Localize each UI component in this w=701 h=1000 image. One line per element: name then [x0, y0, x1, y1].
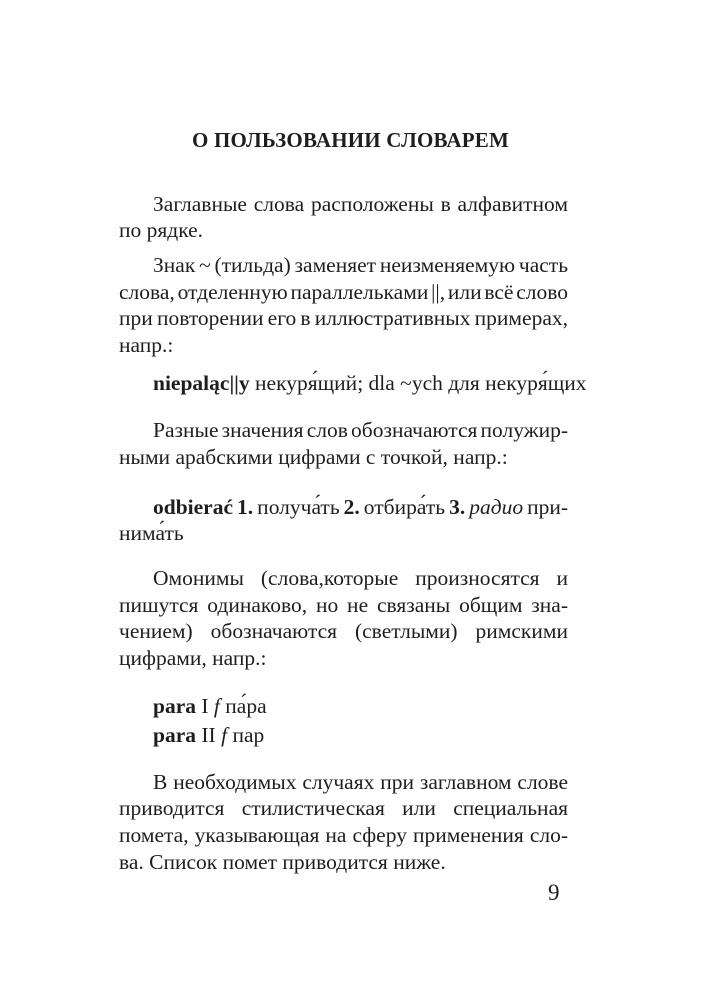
- gender-label: f: [221, 723, 228, 747]
- paragraph-line: ными арабскими цифрами с точкой, напр.:: [119, 445, 508, 469]
- paragraph-line: слова, отделенную параллельками ||, или всё слово: [119, 280, 568, 304]
- paragraph-line: ва. Список помет приводится ниже.: [119, 850, 446, 874]
- example-entry-continuation: нима́ть: [119, 521, 184, 545]
- page-number: 9: [548, 880, 560, 905]
- headword: para: [153, 723, 196, 747]
- translation: отбира́ть: [359, 495, 450, 519]
- paragraph-line: Заглавные слова расположены в алфавитном: [153, 192, 568, 216]
- paragraph-line: при повторении его в иллюстративных примерах,: [119, 306, 568, 330]
- paragraph-line: Разные значения слов обозначаются полужир-: [153, 418, 568, 442]
- example-entry: [119, 692, 568, 720]
- paragraph-line: цифрами, напр.:: [119, 646, 267, 670]
- page-title: О ПОЛЬЗОВАНИИ СЛОВАРЕМ: [192, 128, 509, 152]
- example-entry: [119, 369, 587, 397]
- headword: odbierać: [153, 495, 234, 519]
- example-entry: [119, 721, 568, 749]
- translation: пар: [227, 723, 265, 747]
- headword: niepaląc||y: [153, 371, 250, 395]
- paragraph-line: напр.:: [119, 333, 174, 357]
- paragraph-line: чением) обозначаются (светлыми) римскими: [119, 619, 568, 643]
- paragraph-line: Омонимы (слова,которые произносятся и: [153, 566, 568, 590]
- translation: па́ра: [219, 694, 267, 718]
- homonym-number: II: [196, 723, 222, 747]
- translation: при-: [523, 495, 569, 519]
- headword: para: [153, 694, 196, 718]
- translation: получа́ть: [253, 495, 344, 519]
- paragraph-line: Знак ~ (тильда) заменяет неизменяемую часть: [153, 253, 568, 277]
- sense-number: 1.: [237, 495, 254, 519]
- translation: некуря́щий; dla ~ych для некуря́щих: [249, 371, 587, 395]
- paragraph-line: В необходимых случаях при заглавном слове: [153, 770, 568, 794]
- sense-number: 2.: [343, 495, 360, 519]
- homonym-number: I: [196, 694, 214, 718]
- paragraph-line: пишутся одинаково, но не связаны общим зна-: [119, 593, 568, 617]
- paragraph-line: помета, указывающая на сферу применения сло-: [119, 823, 568, 847]
- paragraph-line: по рядке.: [119, 218, 204, 242]
- usage-label: радио: [465, 495, 524, 519]
- gender-label: f: [213, 694, 220, 718]
- paragraph-line: приводится стилистическая или специальная: [119, 796, 568, 820]
- example-entry: [119, 493, 568, 521]
- sense-number: 3.: [449, 495, 466, 519]
